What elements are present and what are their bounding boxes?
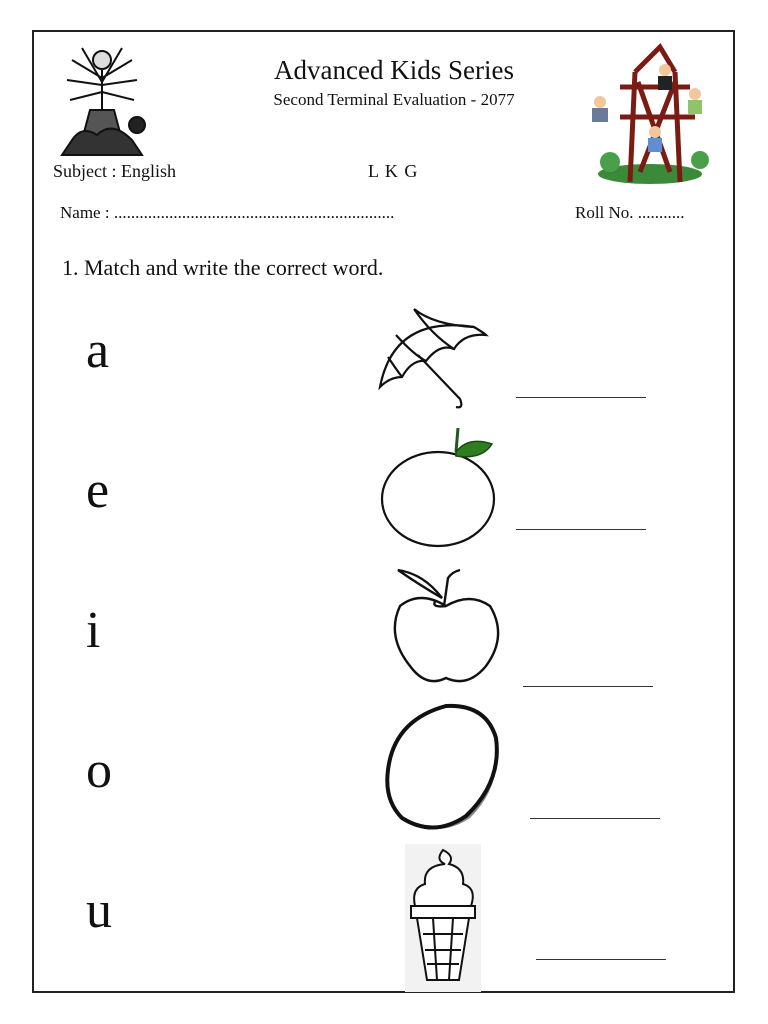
letter-i: i — [86, 602, 101, 659]
answer-blank-o[interactable] — [530, 818, 660, 819]
orange-icon — [378, 424, 498, 550]
ice-cream-icon — [405, 844, 481, 992]
letter-a: a — [86, 322, 110, 379]
letter-o: o — [86, 742, 112, 799]
letter-u: u — [86, 882, 112, 939]
goddess-logo — [52, 40, 152, 160]
kids-playground-logo — [580, 42, 715, 187]
worksheet-subtitle: Second Terminal Evaluation - 2077 — [273, 90, 515, 109]
apple-icon — [390, 566, 504, 688]
name-field[interactable]: Name : .................................................................. — [60, 203, 395, 222]
question-text: 1. Match and write the correct word. — [62, 255, 384, 280]
grade-label: L K G — [368, 161, 419, 181]
subject-label: Subject : English — [53, 161, 176, 181]
answer-blank-a[interactable] — [516, 397, 646, 398]
roll-number-field[interactable]: Roll No. ........... — [575, 203, 685, 222]
egg-icon — [382, 700, 506, 832]
worksheet-title: Advanced Kids Series — [274, 55, 514, 85]
letter-e: e — [86, 462, 110, 519]
umbrella-icon — [374, 305, 490, 415]
answer-blank-u[interactable] — [536, 959, 666, 960]
answer-blank-e[interactable] — [516, 529, 646, 530]
answer-blank-i[interactable] — [523, 686, 653, 687]
